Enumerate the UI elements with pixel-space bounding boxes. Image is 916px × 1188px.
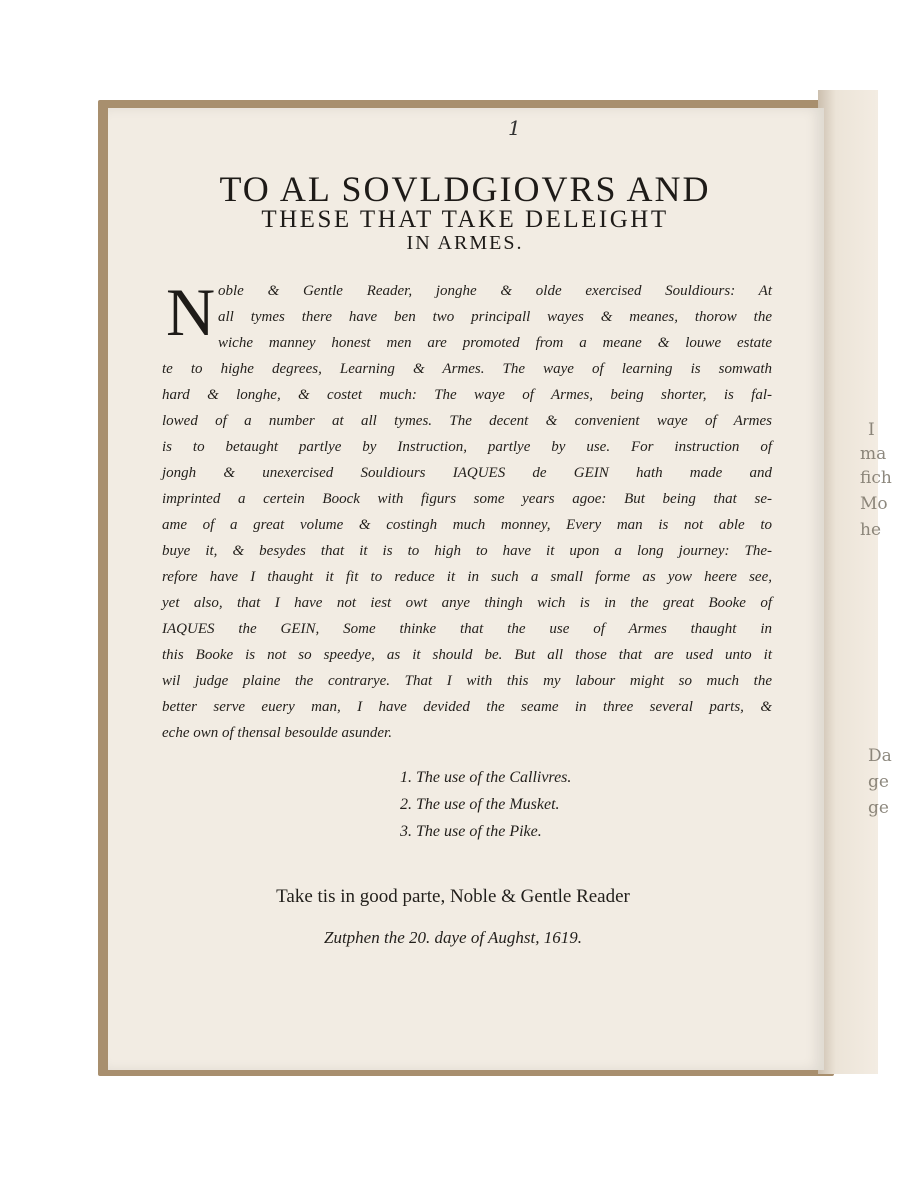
body-line: all tymes there have ben two principall wayes & meanes, thorow the [218, 309, 772, 325]
page-title: TO AL SOVLDGIOVRS AND [219, 169, 711, 209]
body-line: oble & Gentle Reader, jonghe & olde exercised Souldiours: At [218, 283, 772, 299]
body-line: this Booke is not so speedye, as it should be. But all those that are used unto it [162, 647, 772, 663]
body-line: buye it, & besydes that it is to high to have it upon a long journey: The- [162, 543, 772, 559]
list-item: 2. The use of the Musket. [400, 796, 560, 813]
body-line: yet also, that I have not iest owt anye thingh wich is in the great Booke of [162, 595, 772, 611]
body-line: refore have I thaught it fit to reduce it in such a small forme as yow heere see, [162, 569, 772, 585]
body-line: is to betaught partlye by Instruction, partlye by use. For instruction of [162, 439, 772, 455]
body-line: wiche manney honest men are promoted from a meane & louwe estate [218, 335, 772, 351]
body-line: te to highe degrees, Learning & Armes. The waye of learning is somwath [162, 361, 772, 377]
body-line: eche own of thensal besoulde asunder. [162, 725, 392, 741]
facing-page-fragment: I [868, 420, 875, 440]
body-line: better serve euery man, I have devided the seame in three several parts, & [162, 699, 772, 715]
body-line: wil judge plaine the contrarye. That I with this my labour might so much the [162, 673, 772, 689]
body-line: lowed of a number at all tymes. The decent & convenient waye of Armes [162, 413, 772, 429]
facing-page-fragment: ge [868, 798, 889, 818]
list-item: 1. The use of the Callivres. [400, 769, 572, 786]
page-number: 1 [508, 116, 521, 140]
page-subtitle: THESE THAT TAKE DELEIGHT [261, 206, 669, 233]
body-line: hard & longhe, & costet much: The waye of Armes, being shorter, is fal- [162, 387, 772, 403]
facing-page-fragment: he [860, 520, 882, 540]
body-line: jongh & unexercised Souldiours IAQUES de GEIN hath made and [162, 465, 772, 481]
facing-page-fragment: Da [868, 746, 892, 766]
body-line: ame of a great volume & costingh much monney, Every man is not able to [162, 517, 772, 533]
list-item: 3. The use of the Pike. [400, 823, 542, 840]
facing-page-fragment: ma [860, 444, 887, 464]
body-line: IAQUES the GEIN, Some thinke that the use of Armes thaught in [162, 621, 772, 637]
facing-page [818, 90, 892, 1074]
facing-page-fragment: ge [868, 772, 889, 792]
facing-page-fragment: fich [860, 468, 892, 488]
drop-cap: N [166, 274, 216, 350]
closing-line: Take tis in good parte, Noble & Gentle Reader [276, 886, 630, 907]
facing-page-fragment: Mo [860, 494, 888, 514]
parts-list [400, 764, 571, 845]
dateline: Zutphen the 20. daye of Aughst, 1619. [324, 928, 582, 947]
body-line: imprinted a certein Boock with figurs some years agoe: But being that se- [162, 491, 772, 507]
body-paragraph [162, 274, 772, 746]
page-subtitle-2: IN ARMES. [406, 232, 524, 254]
